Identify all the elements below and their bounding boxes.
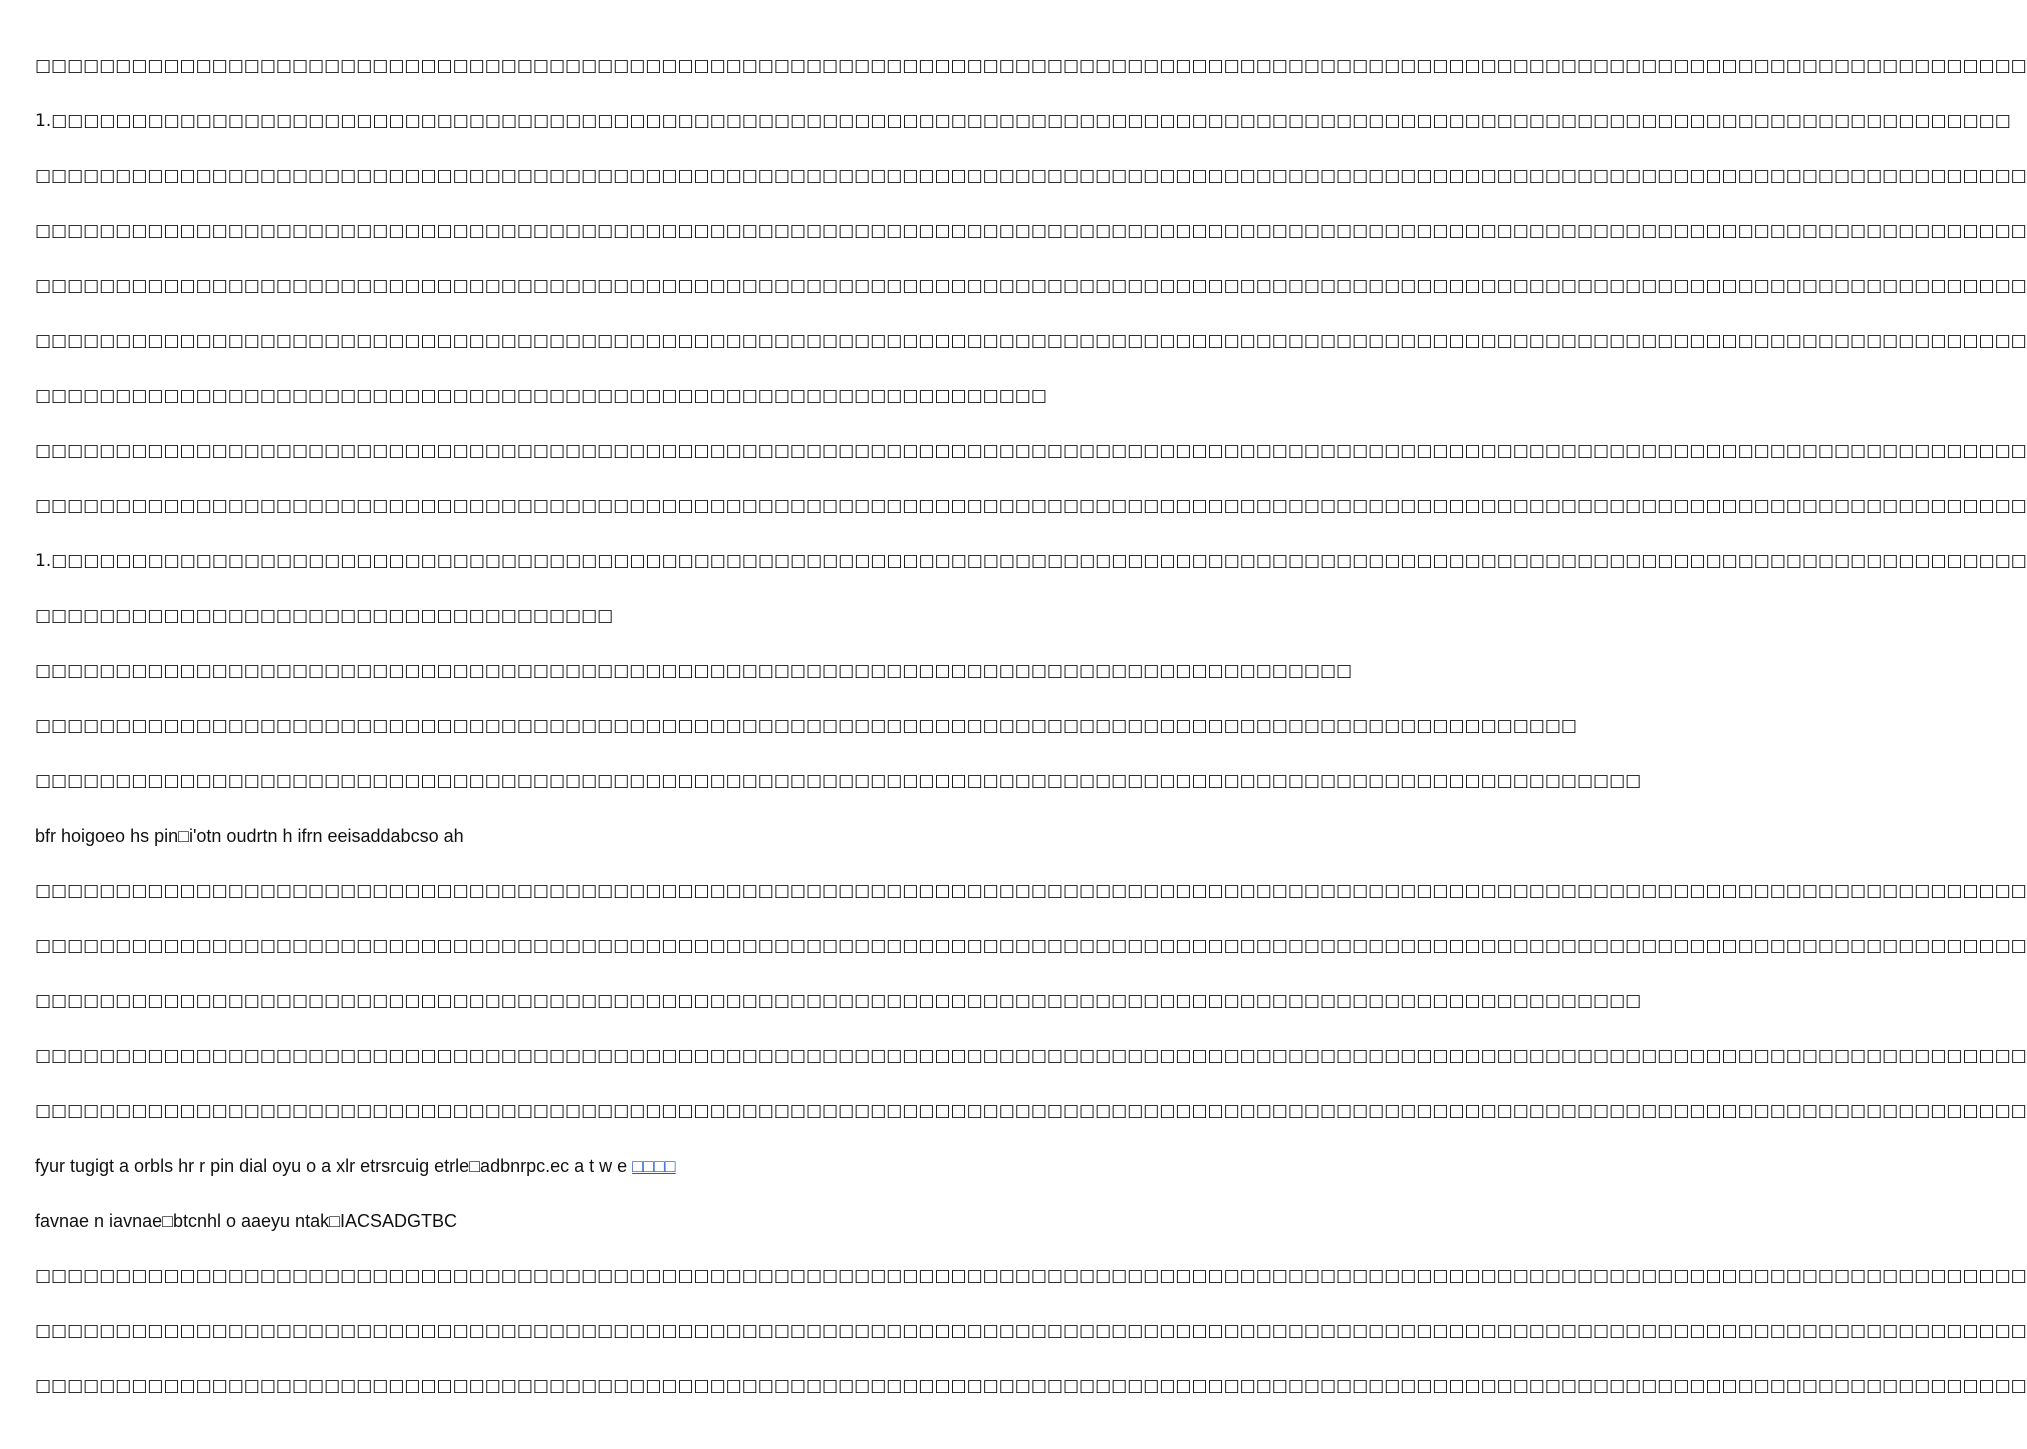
paragraph-text: favnae n iavnae□btcnhl o aaeyu ntak□IACSADGTBC [35, 1211, 457, 1231]
paragraph-text: □□□□□□□□□□□□□□□□□□□□□□□□□□□□□□□□□□□□□□□□□□□□□□□□□□□□□□□□□□□□□□□□□□□□□□□□□□□□□□□□□□□□□□□□□□□□□□□□□□□□□□□□□□□□□□□□□□□□□□□□□□□□ [35, 441, 2027, 461]
paragraph-line [35, 1371, 2027, 1426]
paragraph-text: fyur tugigt a orbls hr r pin dial oyu o a xlr etrsrcuig etrle□adbnrpc.ec a t w e [35, 1156, 633, 1176]
paragraph-line [35, 106, 2011, 161]
paragraph-text: □□□□□□□□□□□□□□□□□□□□□□□□□□□□□□□□□□□□□□□□□□□□□□□□□□□□□□□□□□□□□□□□□□□□□□□□□□□□□□□□□□□□□□□□□□□□□□□□□□□□□□□□□□□□□□□□□□□□□□□□□□□□ [35, 1321, 2027, 1341]
paragraph-line [35, 1316, 2027, 1371]
paragraph-text: □□□□□□□□□□□□□□□□□□□□□□□□□□□□□□□□□□□□□□□□□□□□□□□□□□□□□□□□□□□□□□□□□□□□□□□□□□□□□□□□□□□□□□□□□□□□□□□□□□□□ [35, 991, 1642, 1011]
paragraph-line [35, 326, 2027, 381]
paragraph-line [35, 161, 2027, 216]
paragraph-text: □□□□□□□□□□□□□□□□□□□□□□□□□□□□□□□□□□□□□□□□□□□□□□□□□□□□□□□□□□□□□□□□□□□□□□□□□□□□□□□□□□ [35, 661, 1353, 681]
document-body [35, 51, 2027, 1426]
paragraph-text: □□□□□□□□□□□□□□□□□□□□□□□□□□□□□□□□□□□□□□□□□□□□□□□□□□□□□□□□□□□□□□□□□□□□□□□□□□□□□□□□□□□□□□□□□□□□□□□□□□□□ [35, 771, 1642, 791]
paragraph-text: □□□□□□□□□□□□□□□□□□□□□□□□□□□□□□□□□□□□□□□□□□□□□□□□□□□□□□□□□□□□□□□□□□□□□□□□□□□□□□□□□□□□□□□□□□□□□□□□□□□□□□□□□□□□□□□□□□□□□□□□□□□□ [35, 331, 2027, 351]
paragraph-text: □□□□□□□□□□□□□□□□□□□□□□□□□□□□□□□□□□□□ [35, 606, 614, 626]
paragraph-line [35, 876, 2027, 931]
paragraph-line [35, 766, 1642, 821]
paragraph-text: □□□□□□□□□□□□□□□□□□□□□□□□□□□□□□□□□□□□□□□□□□□□□□□□□□□□□□□□□□□□□□□□□□□□□□□□□□□□□□□□□□□□□□□□□□□□□□□□ [35, 716, 1577, 736]
paragraph-line [35, 601, 991, 656]
paragraph-text: □□□□□□□□□□□□□□□□□□□□□□□□□□□□□□□□□□□□□□□□□□□□□□□□□□□□□□□□□□□□□□□□□□□□□□□□□□□□□□□□□□□□□□□□□□□□□□□□□□□□□□□□□□□□□□□□□□□□□□□□□□□□ [35, 1266, 2027, 1286]
paragraph-text: □□□□□□□□□□□□□□□□□□□□□□□□□□□□□□□□□□□□□□□□□□□□□□□□□□□□□□□□□□□□□□□□□□□□□□□□□□□□□□□□□□□□□□□□□□□□□□□□□□□□□□□□□□□□□□□□□□□□□□□□□□□□ [35, 936, 2027, 956]
paragraph-line [35, 986, 1642, 1041]
paragraph-line [35, 51, 2027, 106]
paragraph-line [35, 546, 2027, 601]
paragraph-line [35, 1151, 991, 1206]
paragraph-text: □□□□□□□□□□□□□□□□□□□□□□□□□□□□□□□□□□□□□□□□□□□□□□□□□□□□□□□□□□□□□□□□□□□□□□□□□□□□□□□□□□□□□□□□□□□□□□□□□□□□□□□□□□□□□□□□□□□□□□□□□□□□ [35, 1376, 2027, 1396]
paragraph-text: □□□□□□□□□□□□□□□□□□□□□□□□□□□□□□□□□□□□□□□□□□□□□□□□□□□□□□□□□□□□□□□□□□□□□□□□□□□□□□□□□□□□□□□□□□□□□□□□□□□□□□□□□□□□□□□□□□□□□□□□□□□□ [35, 881, 2027, 901]
paragraph-text: □□□□□□□□□□□□□□□□□□□□□□□□□□□□□□□□□□□□□□□□□□□□□□□□□□□□□□□□□□□□□□□□□□□□□□□□□□□□□□□□□□□□□□□□□□□□□□□□□□□□□□□□□□□□□□□□□□□□□□□□□□□□ [35, 496, 2027, 516]
paragraph-text: □□□□□□□□□□□□□□□□□□□□□□□□□□□□□□□□□□□□□□□□□□□□□□□□□□□□□□□□□□□□□□□□□□□□□□□□□□□□□□□□□□□□□□□□□□□□□□□□□□□□□□□□□□□□□□□□□□□□□□□□□□□□ [35, 1046, 2027, 1066]
paragraph-line [35, 821, 991, 876]
paragraph-text: □□□□□□□□□□□□□□□□□□□□□□□□□□□□□□□□□□□□□□□□□□□□□□□□□□□□□□□□□□□□□□□ [35, 386, 1047, 406]
paragraph-line [35, 381, 1047, 436]
paragraph-line [35, 931, 2027, 986]
paragraph-line [35, 491, 2027, 546]
paragraph-line [35, 271, 2027, 326]
inline-link[interactable]: □□□□ [632, 1156, 676, 1176]
paragraph-line [35, 1206, 991, 1261]
paragraph-line [35, 656, 1353, 711]
paragraph-line [35, 1261, 2027, 1316]
paragraph-text: □□□□□□□□□□□□□□□□□□□□□□□□□□□□□□□□□□□□□□□□□□□□□□□□□□□□□□□□□□□□□□□□□□□□□□□□□□□□□□□□□□□□□□□□□□□□□□□□□□□□□□□□□□□□□□□□□□□□□□□□□□□□ [35, 166, 2027, 186]
paragraph-text: □□□□□□□□□□□□□□□□□□□□□□□□□□□□□□□□□□□□□□□□□□□□□□□□□□□□□□□□□□□□□□□□□□□□□□□□□□□□□□□□□□□□□□□□□□□□□□□□□□□□□□□□□□□□□□□□□□□□□□□□□□□□ [35, 1101, 2027, 1121]
paragraph-line [35, 1041, 2027, 1096]
paragraph-line [35, 436, 2027, 491]
paragraph-line [35, 711, 1577, 766]
paragraph-text: □□□□□□□□□□□□□□□□□□□□□□□□□□□□□□□□□□□□□□□□□□□□□□□□□□□□□□□□□□□□□□□□□□□□□□□□□□□□□□□□□□□□□□□□□□□□□□□□□□□□□□□□□□□□□□□□□□□□□□□□□□□□ [35, 56, 2027, 76]
paragraph-text: 1.□□□□□□□□□□□□□□□□□□□□□□□□□□□□□□□□□□□□□□□□□□□□□□□□□□□□□□□□□□□□□□□□□□□□□□□□□□□□□□□□□□□□□□□□□□□□□□□□□□□□□□□□□□□□□□□□□□□□□□□□□□□ [35, 551, 2027, 571]
paragraph-text: 1.□□□□□□□□□□□□□□□□□□□□□□□□□□□□□□□□□□□□□□□□□□□□□□□□□□□□□□□□□□□□□□□□□□□□□□□□□□□□□□□□□□□□□□□□□□□□□□□□□□□□□□□□□□□□□□□□□□□□□□□□□□ [35, 111, 2011, 131]
paragraph-text: □□□□□□□□□□□□□□□□□□□□□□□□□□□□□□□□□□□□□□□□□□□□□□□□□□□□□□□□□□□□□□□□□□□□□□□□□□□□□□□□□□□□□□□□□□□□□□□□□□□□□□□□□□□□□□□□□□□□□□□□□□□□ [35, 276, 2027, 296]
paragraph-text: bfr hoigoeo hs pin□i'otn oudrtn h ifrn eeisaddabcso ah [35, 826, 464, 846]
paragraph-text: □□□□□□□□□□□□□□□□□□□□□□□□□□□□□□□□□□□□□□□□□□□□□□□□□□□□□□□□□□□□□□□□□□□□□□□□□□□□□□□□□□□□□□□□□□□□□□□□□□□□□□□□□□□□□□□□□□□□□□□□□□□□ [35, 221, 2027, 241]
paragraph-line [35, 216, 2027, 271]
paragraph-line [35, 1096, 2027, 1151]
